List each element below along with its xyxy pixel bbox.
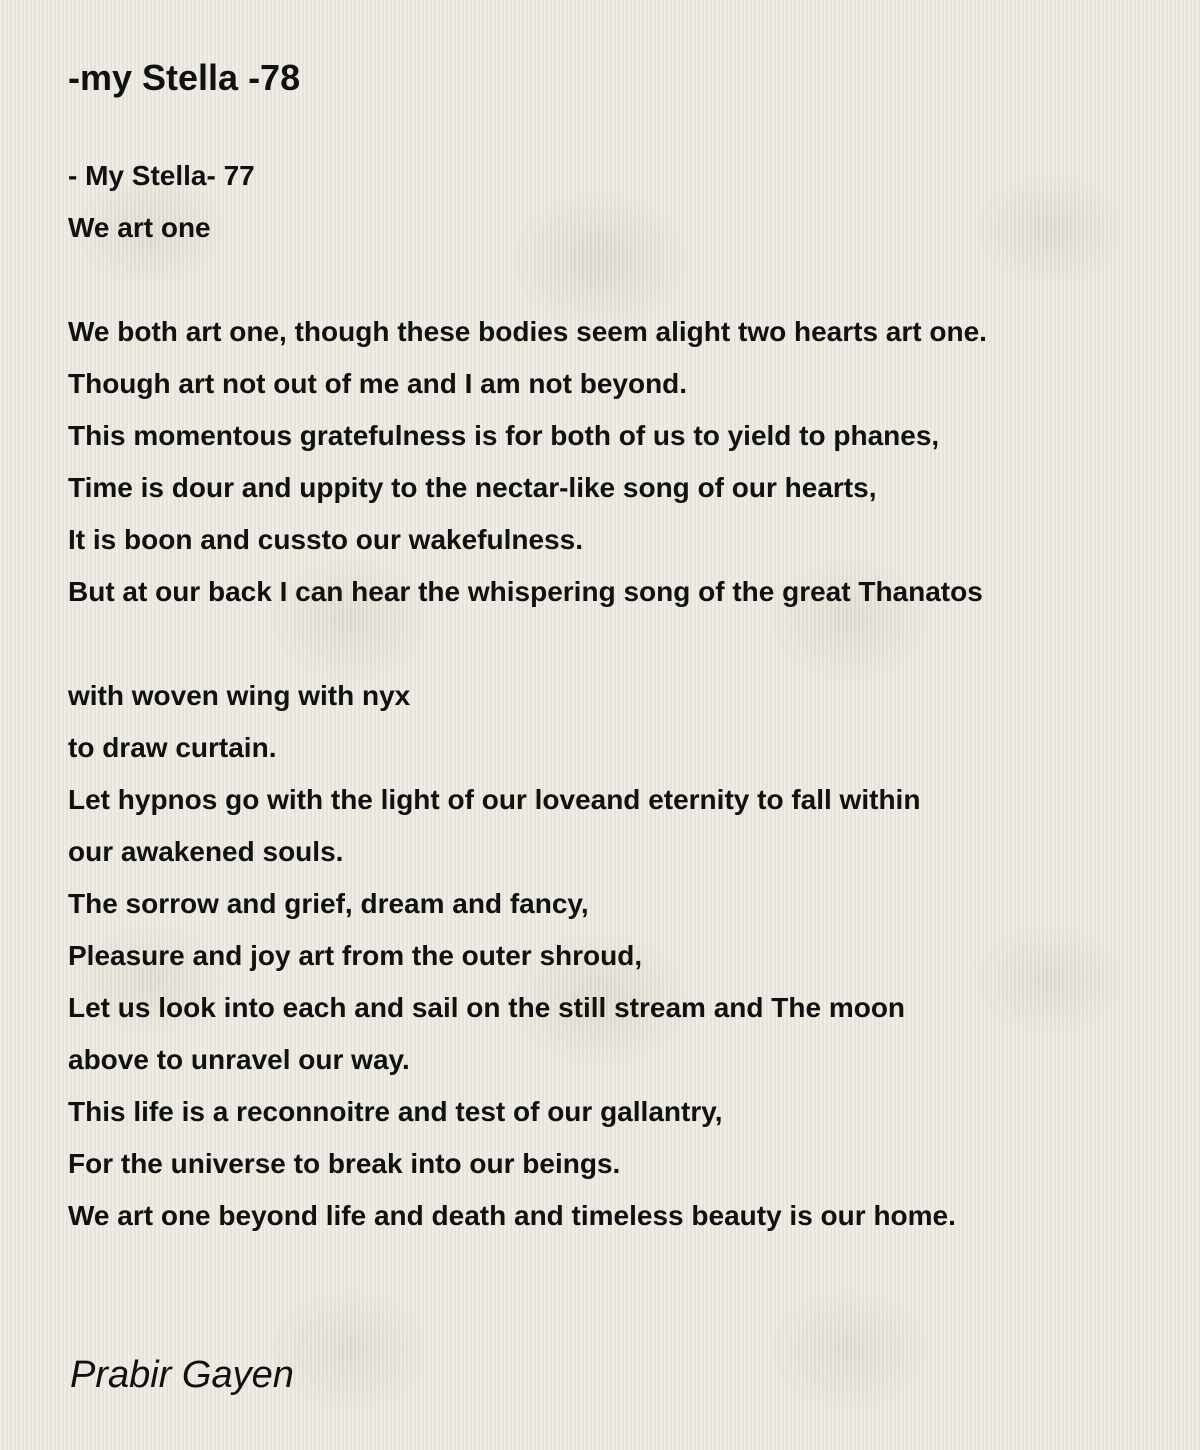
poem-line: The sorrow and grief, dream and fancy, <box>68 888 589 919</box>
poem-line: It is boon and cussto our wakefulness. <box>68 524 583 555</box>
poem-line: Let hypnos go with the light of our loveand eternity to fall within <box>68 784 921 815</box>
poem-body <box>68 150 1168 1242</box>
poem-line: We art one beyond life and death and timeless beauty is our home. <box>68 1200 956 1231</box>
poem-line: - My Stella- 77 <box>68 160 255 191</box>
poem-line: our awakened souls. <box>68 836 344 867</box>
poem-line: Let us look into each and sail on the still stream and The moon <box>68 992 906 1023</box>
poem-page <box>68 0 1168 1450</box>
poem-line: This momentous gratefulness is for both of us to yield to phanes, <box>68 420 940 451</box>
poem-line: Time is dour and uppity to the nectar-like song of our hearts, <box>68 472 877 503</box>
poem-line: Pleasure and joy art from the outer shroud, <box>68 940 643 971</box>
poem-line: Though art not out of me and I am not beyond. <box>68 368 688 399</box>
poem-blank-line <box>68 618 1168 670</box>
poem-blank-line <box>68 254 1168 306</box>
poem-line: above to unravel our way. <box>68 1044 410 1075</box>
poem-line: For the universe to break into our beings. <box>68 1148 621 1179</box>
poem-line: But at our back I can hear the whispering song of the great Thanatos <box>68 576 983 607</box>
poem-line: This life is a reconnoitre and test of our gallantry, <box>68 1096 723 1127</box>
poem-line: We art one <box>68 212 211 243</box>
poem-line: with woven wing with nyx <box>68 680 411 711</box>
poem-line: to draw curtain. <box>68 732 277 763</box>
poem-line: We both art one, though these bodies seem alight two hearts art one. <box>68 316 987 347</box>
poem-title: -my Stella -78 <box>68 57 301 98</box>
poem-author: Prabir Gayen <box>70 1354 294 1396</box>
